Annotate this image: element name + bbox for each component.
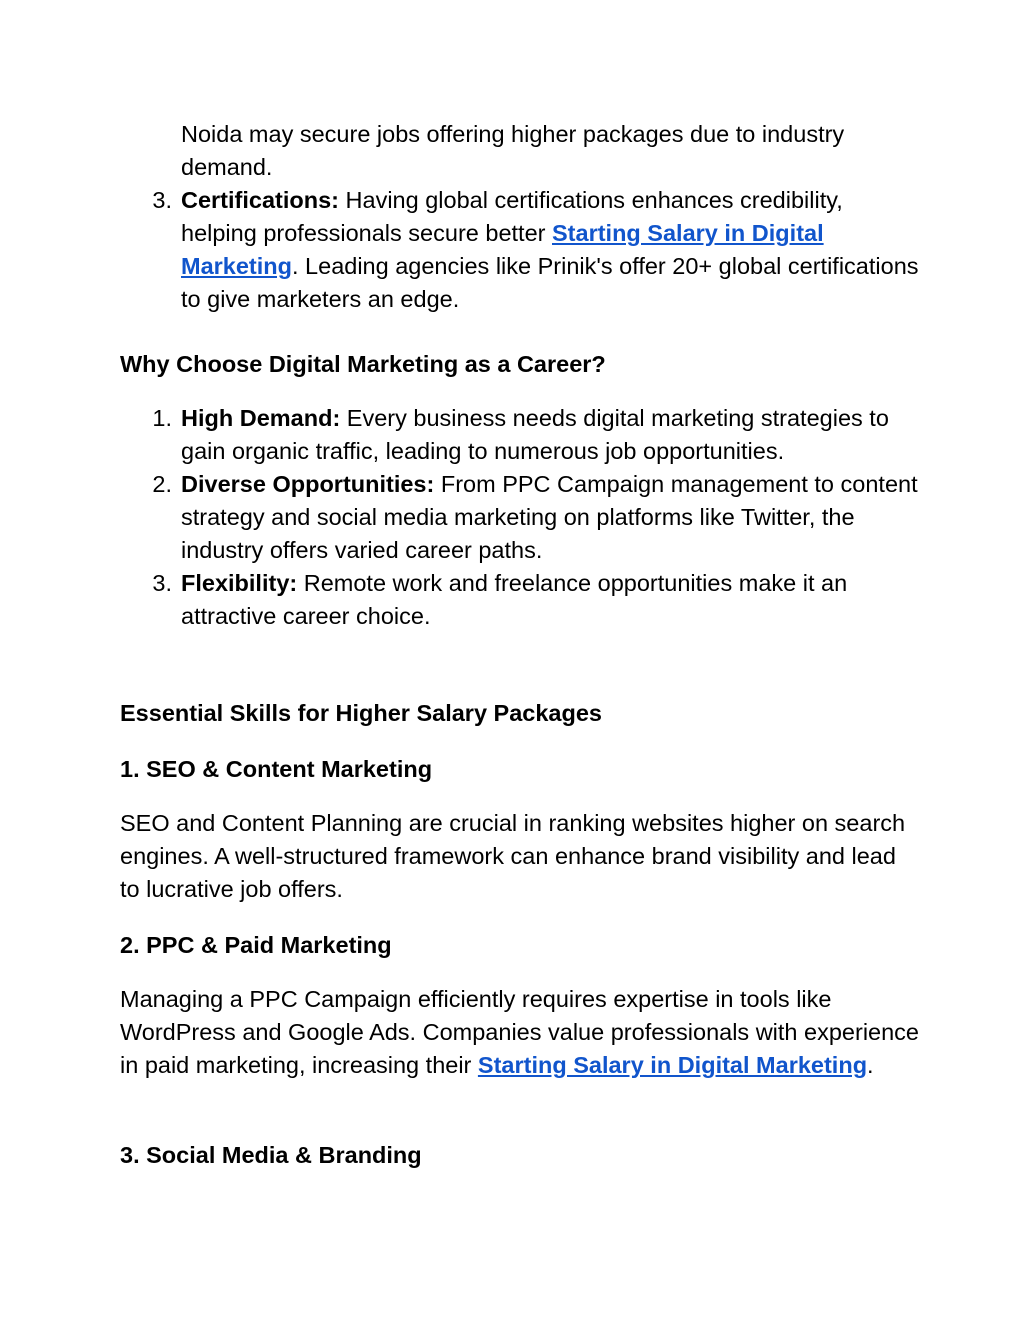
list-item-text: . Leading agencies like Prinik's offer 20+ global certifications to give marketers an edge. — [181, 253, 919, 312]
list-item-text: Remote work and freelance opportunities make it an attractive career choice. — [181, 570, 848, 629]
list-item-label: Flexibility: — [181, 570, 298, 596]
subheading-seo: 1. SEO & Content Marketing — [120, 756, 433, 782]
list-item-text: Having global certifications enhances credibility, helping professionals secure better — [181, 187, 843, 246]
subheading-ppc: 2. PPC & Paid Marketing — [120, 932, 392, 958]
list-item-text: Noida may secure jobs offering higher packages due to industry demand. — [181, 121, 845, 180]
list-item-label: High Demand: — [181, 405, 341, 431]
list-number: 3. — [152, 570, 172, 596]
list-item-flexibility — [120, 567, 920, 633]
paragraph-ppc — [120, 983, 920, 1082]
starting-salary-link[interactable]: Starting Salary in Digital Marketing — [181, 220, 824, 279]
why-list — [120, 402, 920, 633]
list-item-text: From PPC Campaign management to content strategy and social media marketing on platforms like Twitter, the industry offers varied career paths. — [181, 471, 918, 563]
list-item-certifications — [120, 184, 920, 316]
paragraph-seo: SEO and Content Planning are crucial in ranking websites higher on search engines. A well-structured framework can enhance brand visibility and lead to lucrative job offers. — [120, 810, 906, 902]
list-number: 3. — [152, 187, 172, 213]
paragraph-text: . — [867, 1052, 874, 1078]
section-heading-why: Why Choose Digital Marketing as a Career? — [120, 351, 606, 377]
list-item-high-demand — [120, 402, 920, 468]
starting-salary-link[interactable]: Starting Salary in Digital Marketing — [477, 1052, 868, 1078]
list-number: 1. — [152, 405, 172, 431]
list-item-continuation — [120, 118, 920, 184]
list-item-text: Every business needs digital marketing strategies to gain organic traffic, leading to numerous job opportunities. — [181, 405, 889, 464]
list-continuation — [120, 118, 920, 316]
list-number: 2. — [152, 471, 172, 497]
section-heading-skills: Essential Skills for Higher Salary Packages — [120, 700, 602, 726]
list-item-label: Certifications: — [181, 187, 339, 213]
paragraph-text: Managing a PPC Campaign efficiently requires expertise in tools like WordPress and Google Ads. Companies value professionals with experience in paid marketing, increasing their — [120, 986, 919, 1078]
subheading-social: 3. Social Media & Branding — [120, 1142, 422, 1168]
list-item-diverse-opportunities — [120, 468, 920, 567]
list-item-label: Diverse Opportunities: — [181, 471, 435, 497]
